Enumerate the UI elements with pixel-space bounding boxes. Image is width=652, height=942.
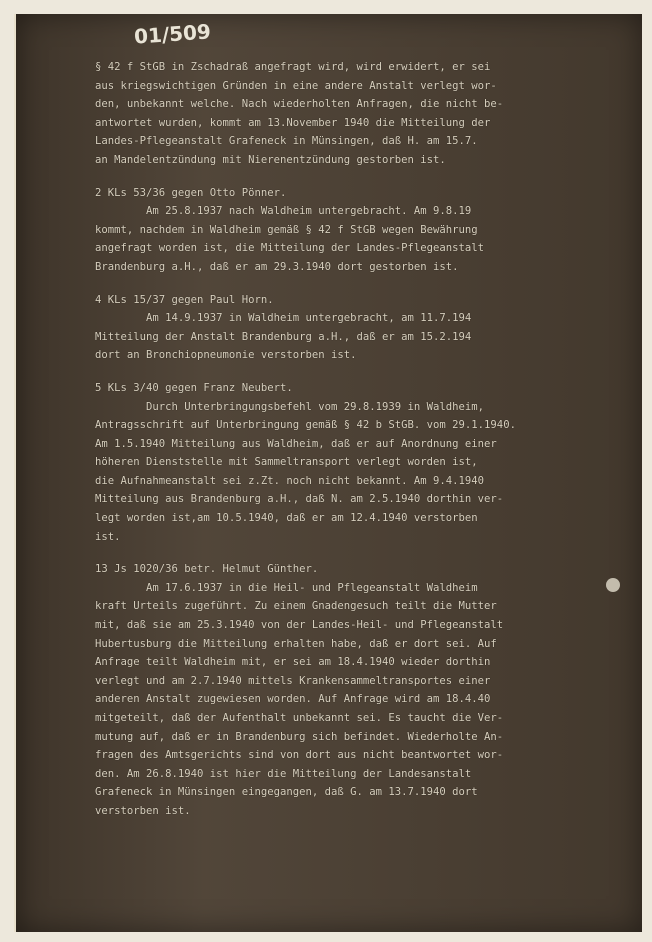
text-line: Am 25.8.1937 nach Waldheim untergebracht. Am 9.8.19	[95, 205, 472, 218]
text-line: mitgeteilt, daß der Aufenthalt unbekannt sei. Es taucht die Ver-	[95, 712, 504, 724]
paragraph	[95, 58, 625, 170]
text-line: Landes-Pflegeanstalt Grafeneck in Münsingen, daß H. am 15.7.	[95, 135, 478, 148]
text-line: fragen des Amtsgerichts sind von dort aus nicht beantwortet wor-	[95, 749, 504, 762]
text-line: dort an Bronchiopneumonie verstorben ist.	[95, 349, 357, 362]
case-heading: 5 KLs 3/40 gegen Franz Neubert.	[95, 381, 293, 394]
text-line: Mitteilung aus Brandenburg a.H., daß N. am 2.5.1940 dorthin ver-	[95, 493, 504, 506]
text-line: antwortet wurden, kommt am 13.November 1940 die Mitteilung der	[95, 116, 491, 129]
reference-number: 01/509	[133, 19, 212, 49]
paragraph	[95, 291, 625, 365]
text-line: Mitteilung der Anstalt Brandenburg a.H., daß er am 15.2.194	[95, 330, 472, 343]
text-line: § 42 f StGB in Zschadraß angefragt wird, wird erwidert, er sei	[95, 61, 491, 73]
text-line: an Mandelentzündung mit Nierenentzündung gestorben ist.	[95, 153, 446, 166]
document-body	[95, 58, 625, 821]
text-line: den. Am 26.8.1940 ist hier die Mitteilung der Landesanstalt	[95, 767, 472, 780]
text-line: angefragt worden ist, die Mitteilung der Landes-Pflegeanstalt	[95, 242, 485, 255]
text-line: Brandenburg a.H., daß er am 29.3.1940 dort gestorben ist.	[95, 260, 459, 273]
text-line: Hubertusburg die Mitteilung erhalten habe, daß er dort sei. Auf	[95, 637, 497, 650]
text-line: mit, daß sie am 25.3.1940 von der Landes-Heil- und Pflegeanstalt	[95, 619, 504, 632]
text-line: kraft Urteils zugeführt. Zu einem Gnadengesuch teilt die Mutter	[95, 600, 497, 613]
text-line: anderen Anstalt zugewiesen worden. Auf Anfrage wird am 18.4.40	[95, 693, 491, 706]
text-line: Grafeneck in Münsingen eingegangen, daß G. am 13.7.1940 dort	[95, 786, 478, 799]
text-line: die Aufnahmeanstalt sei z.Zt. noch nicht bekannt. Am 9.4.1940	[95, 474, 485, 487]
text-line: höheren Dienststelle mit Sammeltransport verlegt worden ist,	[95, 456, 478, 469]
paragraph	[95, 184, 625, 277]
text-line: den, unbekannt welche. Nach wiederholten Anfragen, die nicht be-	[95, 98, 504, 111]
case-heading: 13 Js 1020/36 betr. Helmut Günther.	[95, 563, 319, 576]
text-line: Am 14.9.1937 in Waldheim untergebracht, am 11.7.194	[95, 312, 472, 325]
text-line: kommt, nachdem in Waldheim gemäß § 42 f StGB wegen Bewährung	[95, 223, 478, 236]
paragraph	[95, 560, 625, 820]
paragraph	[95, 379, 625, 546]
text-line: aus kriegswichtigen Gründen in eine andere Anstalt verlegt wor-	[95, 79, 497, 92]
text-line: Anfrage teilt Waldheim mit, er sei am 18.4.1940 wieder dorthin	[95, 656, 491, 669]
case-heading: 2 KLs 53/36 gegen Otto Pönner.	[95, 186, 287, 199]
text-line: Am 17.6.1937 in die Heil- und Pflegeanstalt Waldheim	[95, 581, 478, 594]
text-line: mutung auf, daß er in Brandenburg sich befindet. Wiederholte An-	[95, 730, 504, 743]
text-line: Antragsschrift auf Unterbringung gemäß § 42 b StGB. vom 29.1.1940.	[95, 419, 516, 432]
case-heading: 4 KLs 15/37 gegen Paul Horn.	[95, 293, 274, 306]
text-line: Durch Unterbringungsbefehl vom 29.8.1939 in Waldheim,	[95, 400, 485, 413]
text-line: legt worden ist,am 10.5.1940, daß er am 12.4.1940 verstorben	[95, 512, 478, 525]
text-line: ist.	[95, 530, 121, 543]
text-line: verlegt und am 2.7.1940 mittels Krankensammeltransportes einer	[95, 674, 491, 687]
text-line: Am 1.5.1940 Mitteilung aus Waldheim, daß er auf Anordnung einer	[95, 437, 497, 450]
text-line: verstorben ist.	[95, 804, 191, 817]
